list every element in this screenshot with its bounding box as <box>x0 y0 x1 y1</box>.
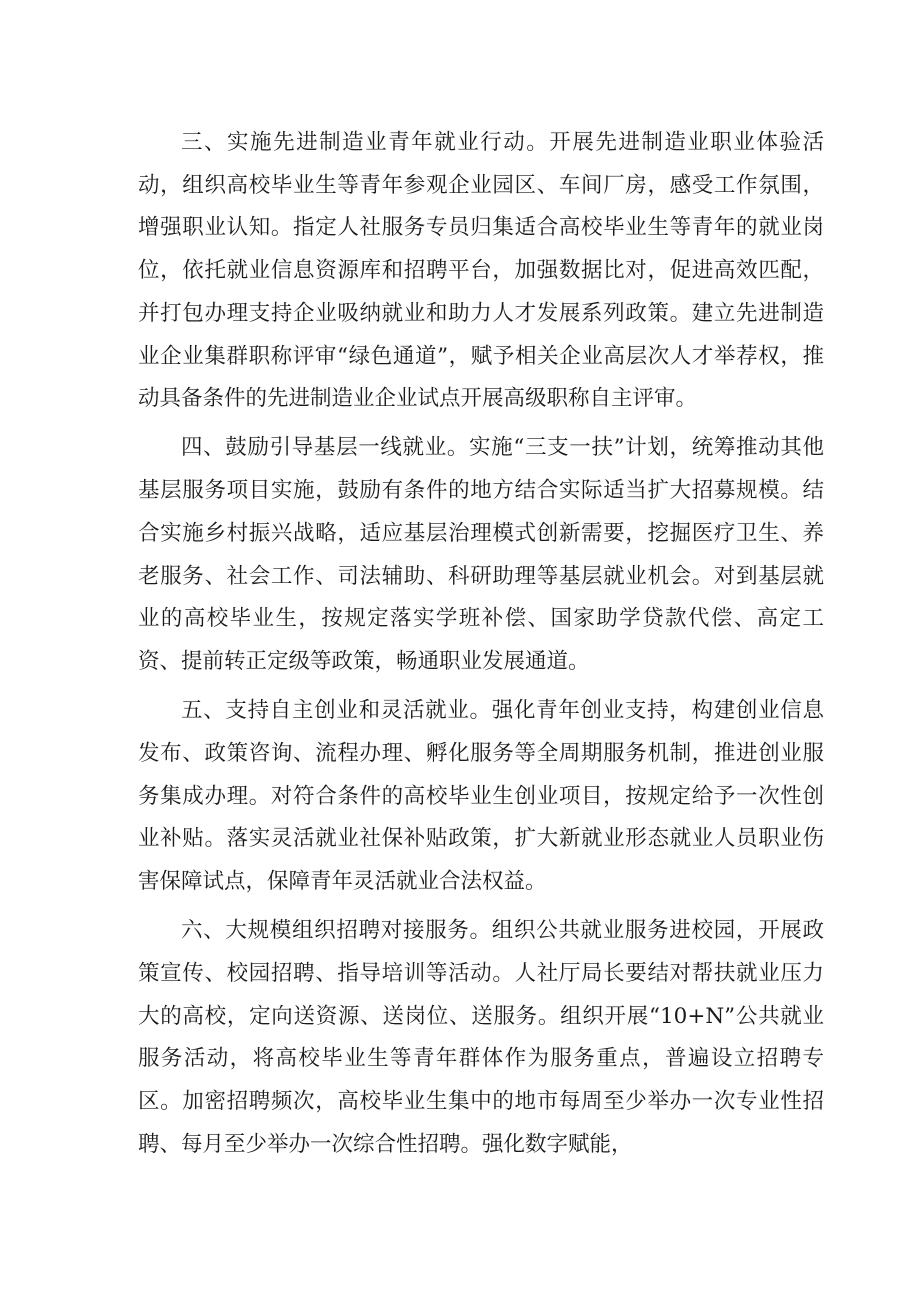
paragraph-entrepreneurship: 五、支持自主创业和灵活就业。强化青年创业支持，构建创业信息发布、政策咨询、流程办理、孵化服务等全周期服务机制，推进创业服务集成办理。对符合条件的高校毕业生创业项目，按规定给予一次性创业补贴。落实灵活就业社保补贴政策，扩大新就业形态就业人员职业伤害保障试点，保障青年灵活就业合法权益。 <box>138 698 824 894</box>
document-body <box>138 122 824 1173</box>
paragraph-advanced-manufacturing: 三、实施先进制造业青年就业行动。开展先进制造业职业体验活动，组织高校毕业生等青年参观企业园区、车间厂房，感受工作氛围，增强职业认知。指定人社服务专员归集适合高校毕业生等青年的就业岗位，依托就业信息资源库和招聘平台，加强数据比对，促进高效匹配，并打包办理支持企业吸纳就业和助力人才发展系列政策。建立先进制造业企业集群职称评审“绿色通道”，赋予相关企业高层次人才举荐权，推动具备条件的先进制造业企业试点开展高级职称自主评审。 <box>138 130 824 412</box>
paragraph-grassroots-employment: 四、鼓励引导基层一线就业。实施“三支一扶”计划，统筹推动其他基层服务项目实施，鼓励有条件的地方结合实际适当扩大招募规模。结合实施乡村振兴战略，适应基层治理模式创新需要，挖掘医疗卫生、养老服务、社会工作、司法辅助、科研助理等基层就业机会。对到基层就业的高校毕业生，按规定落实学班补偿、国家助学贷款代偿、高定工资、提前转正定级等政策，畅通职业发展通道。 <box>138 435 824 674</box>
paragraph-recruitment-services: 六、大规模组织招聘对接服务。组织公共就业服务进校园，开展政策宣传、校园招聘、指导培训等活动。人社厅局长要结对帮扶就业压力大的高校，定向送资源、送岗位、送服务。组织开展“10+N”公共就业服务活动，将高校毕业生等青年群体作为服务重点，普遍设立招聘专区。加密招聘频次，高校毕业生集中的地市每周至少举办一次专业性招聘、每月至少举办一次综合性招聘。强化数字赋能， <box>138 918 824 1157</box>
